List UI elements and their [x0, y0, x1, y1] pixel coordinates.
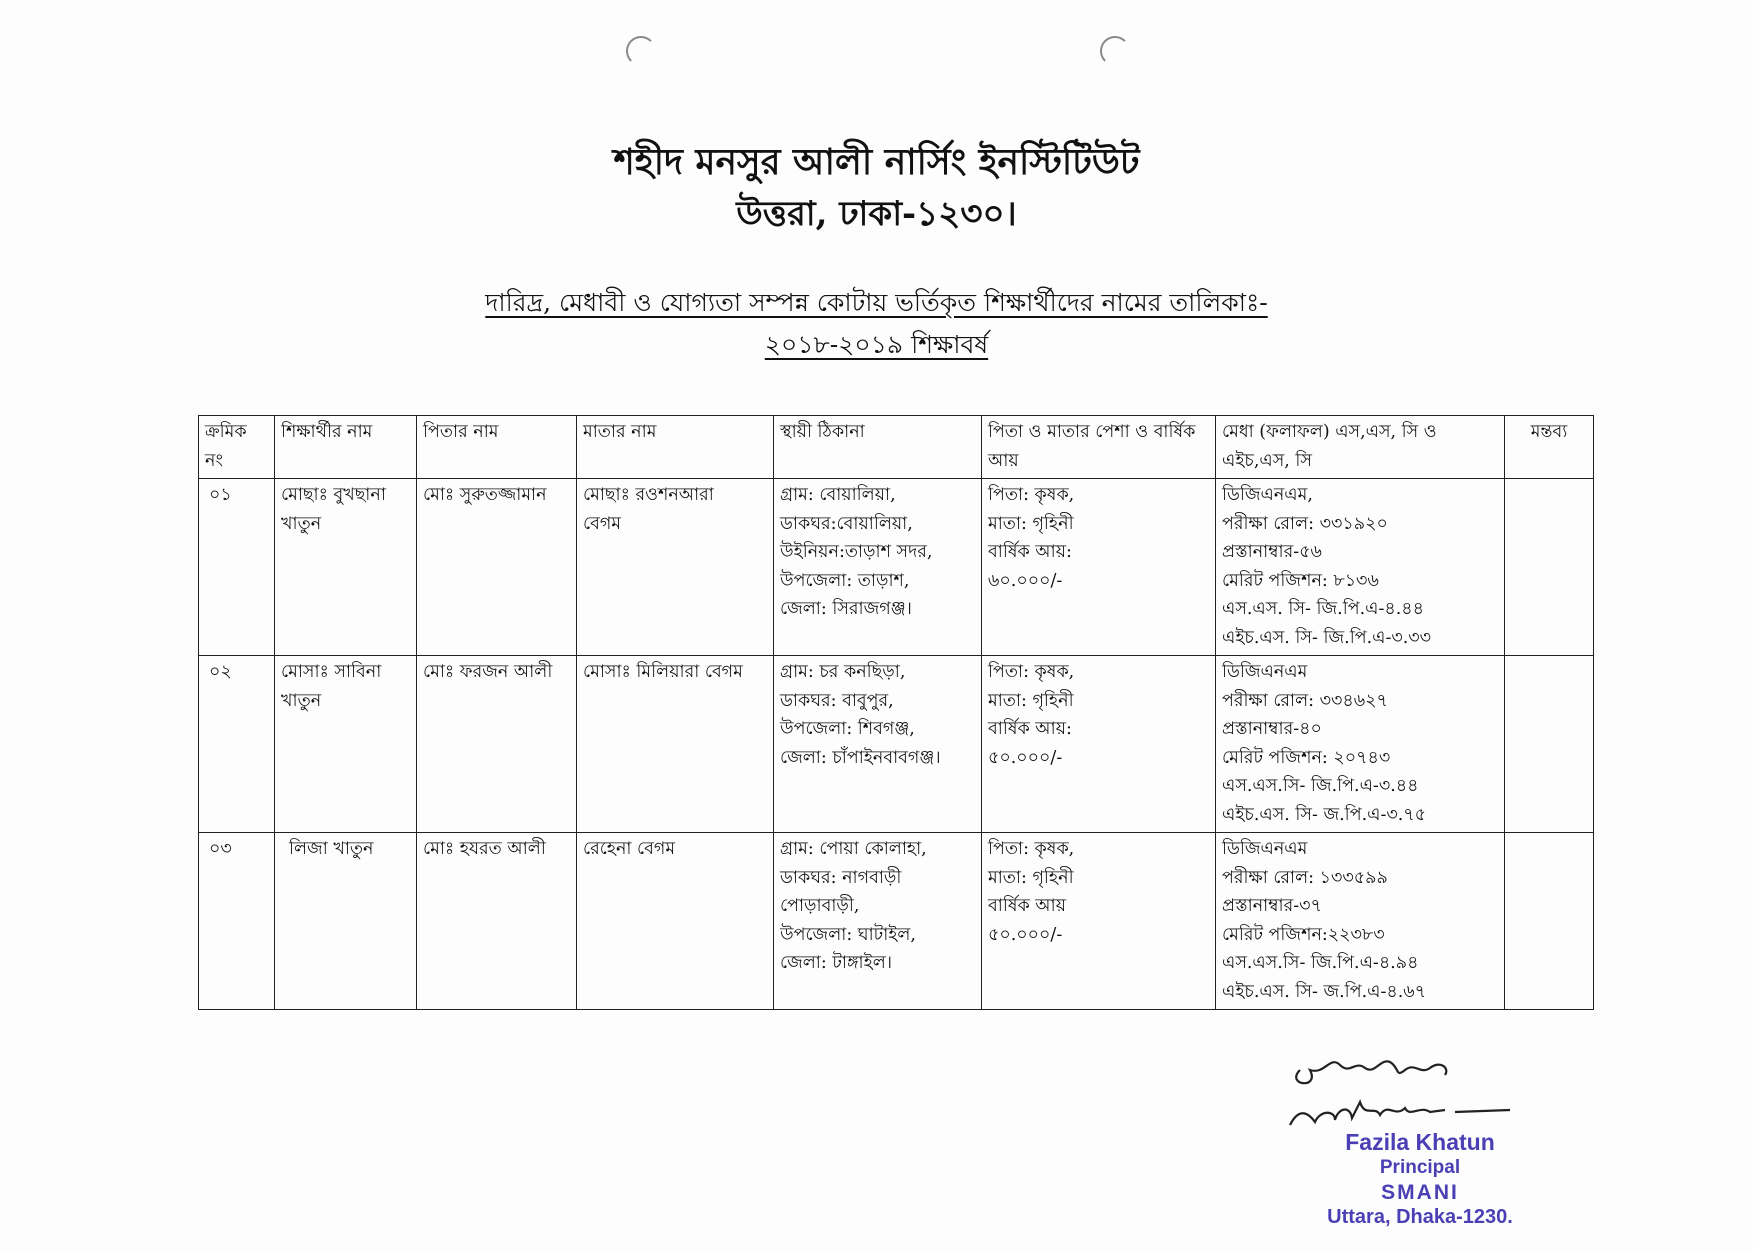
student-line: মোছাঃ বুখছানা — [281, 485, 386, 505]
cell-serial: ০১ — [199, 479, 275, 656]
mother-line: রেহেনা বেগম — [583, 839, 676, 859]
father-line: মোঃ হযরত আলী — [423, 839, 546, 859]
cell-address — [774, 833, 982, 1010]
address-line: উপজেলা: শিবগঞ্জ, — [780, 719, 915, 739]
mother-line: মোসাঃ মিলিয়ারা বেগম — [583, 662, 743, 682]
cell-remarks — [1505, 479, 1594, 656]
father-line: মোঃ সুরুতজ্জামান — [423, 485, 547, 505]
occupation-line: পিতা: কৃষক, — [988, 662, 1075, 682]
occupation-line: মাতা: গৃহিনী — [988, 690, 1074, 711]
student-line: লিজা খাতুন — [289, 839, 374, 859]
merit-line: প্রস্তানাম্বার-৩৭ — [1222, 896, 1322, 916]
cell-remarks — [1505, 833, 1594, 1010]
institute-name: শহীদ মনসুর আলী নার্সিং ইনস্টিটিউট — [613, 141, 1140, 183]
cell-student — [275, 833, 417, 1010]
merit-line: এস.এস. সি- জি.পি.এ-৪.৪৪ — [1222, 599, 1425, 619]
list-title: দারিদ্র, মেধাবী ও যোগ্যতা সম্পন্ন কোটায় ভর্তিকৃত শিক্ষার্থীদের নামের তালিকাঃ- — [485, 288, 1268, 317]
merit-line: ডিজিএনএম, — [1222, 485, 1313, 505]
merit-line: পরীক্ষা রোল: ১৩৩৫৯৯ — [1222, 867, 1388, 888]
student-line: মোসাঃ সাবিনা — [281, 662, 382, 682]
cell-merit — [1216, 656, 1505, 833]
student-line: খাতুন — [281, 690, 322, 711]
address-line: উপজেলা: ঘাটাইল, — [780, 924, 916, 945]
cell-merit — [1216, 479, 1505, 656]
occupation-line: ৬০.০০০/- — [988, 570, 1063, 591]
stamp-org: SMANI — [1381, 1181, 1459, 1204]
col-header-serial: ক্রমিক নং — [199, 416, 275, 479]
institute-address: উত্তরা, ঢাকা-১২৩০। — [736, 194, 1017, 234]
address-line: উপজেলা: তাড়াশ, — [780, 570, 910, 591]
merit-line: মেরিট পজিশন:২২৩৮৩ — [1222, 924, 1385, 945]
table-row — [199, 479, 1594, 656]
merit-line: এস.এস.সি- জি.পি.এ-৪.৯৪ — [1222, 953, 1419, 973]
cell-address — [774, 656, 982, 833]
merit-line: এস.এস.সি- জি.পি.এ-৩.৪৪ — [1222, 776, 1419, 796]
merit-line: মেরিট পজিশন: ২০৭৪৩ — [1222, 747, 1391, 768]
cell-father — [417, 833, 577, 1010]
col-header-student: শিক্ষার্থীর নাম — [275, 416, 417, 479]
student-list-table — [198, 415, 1594, 1010]
official-stamp — [1300, 1130, 1540, 1230]
address-line: গ্রাম: বোয়ালিয়া, — [780, 485, 896, 505]
col-header-merit: মেধা (ফলাফল) এস,এস, সি ও এইচ,এস, সি — [1216, 416, 1505, 479]
cell-father — [417, 656, 577, 833]
session-year: ২০১৮-২০১৯ শিক্ষাবর্ষ — [764, 330, 989, 359]
merit-line: পরীক্ষা রোল: ৩৩৪৬২৭ — [1222, 690, 1388, 711]
cell-address — [774, 479, 982, 656]
merit-line: পরীক্ষা রোল: ৩৩১৯২০ — [1222, 513, 1388, 534]
occupation-line: ৫০.০০০/- — [988, 747, 1063, 768]
mother-line: মোছাঃ রওশনআরা — [583, 485, 714, 505]
col-header-remarks: মন্তব্য — [1505, 416, 1594, 479]
table-row — [199, 833, 1594, 1010]
father-line: মোঃ ফরজন আলী — [423, 662, 553, 682]
table-body — [199, 479, 1594, 1010]
occupation-line: বার্ষিক আয়: — [988, 719, 1072, 739]
occupation-line: বার্ষিক আয়: — [988, 542, 1072, 562]
address-line: পোড়াবাড়ী, — [780, 896, 860, 916]
address-line: গ্রাম: পোয়া কোলাহা, — [780, 839, 927, 859]
merit-line: এইচ.এস. সি- জি.পি.এ-৩.৩৩ — [1222, 627, 1432, 648]
stamp-title: Principal — [1379, 1157, 1461, 1178]
merit-line: প্রস্তানাম্বার-৫৬ — [1222, 542, 1322, 562]
punch-hole-left — [626, 36, 656, 66]
occupation-line: পিতা: কৃষক, — [988, 839, 1075, 859]
address-line: ডাকঘর: নাগবাড়ী — [780, 867, 902, 888]
cell-merit — [1216, 833, 1505, 1010]
address-line: জেলা: টাঙ্গাইল। — [780, 953, 893, 973]
merit-line: এইচ.এস. সি- জ.পি.এ-৪.৬৭ — [1222, 981, 1427, 1002]
col-header-occupation: পিতা ও মাতার পেশা ও বার্ষিক আয় — [982, 416, 1216, 479]
cell-occupation — [982, 833, 1216, 1010]
occupation-line: ৫০.০০০/- — [988, 924, 1063, 945]
occupation-line: মাতা: গৃহিনী — [988, 513, 1074, 534]
col-header-mother: মাতার নাম — [577, 416, 774, 479]
cell-student — [275, 479, 417, 656]
merit-line: এইচ.এস. সি- জ.পি.এ-৩.৭৫ — [1222, 804, 1427, 825]
cell-mother — [577, 833, 774, 1010]
cell-remarks — [1505, 656, 1594, 833]
mother-line: বেগম — [583, 513, 622, 534]
merit-line: মেরিট পজিশন: ৮১৩৬ — [1222, 570, 1379, 591]
merit-line: প্রস্তানাম্বার-৪০ — [1222, 719, 1322, 739]
address-line: উইনিয়ন:তাড়াশ সদর, — [780, 542, 933, 562]
merit-line: ডিজিএনএম — [1222, 662, 1308, 682]
col-header-father: পিতার নাম — [417, 416, 577, 479]
address-line: জেলা: সিরাজগঞ্জ। — [780, 599, 912, 619]
student-line: খাতুন — [281, 513, 322, 534]
occupation-line: বার্ষিক আয় — [988, 896, 1066, 916]
address-line: গ্রাম: চর কনছিড়া, — [780, 662, 906, 682]
cell-student — [275, 656, 417, 833]
cell-mother — [577, 479, 774, 656]
cell-occupation — [982, 479, 1216, 656]
col-header-address: স্থায়ী ঠিকানা — [774, 416, 982, 479]
occupation-line: মাতা: গৃহিনী — [988, 867, 1074, 888]
stamp-address: Uttara, Dhaka-1230. — [1327, 1206, 1513, 1228]
merit-line: ডিজিএনএম — [1222, 839, 1308, 859]
cell-mother — [577, 656, 774, 833]
address-line: জেলা: চাঁপাইনবাবগঞ্জ। — [780, 747, 941, 768]
address-line: ডাকঘর: বাবুপুর, — [780, 690, 894, 711]
stamp-name: Fazila Khatun — [1345, 1129, 1495, 1155]
occupation-line: পিতা: কৃষক, — [988, 485, 1075, 505]
cell-serial: ০৩ — [199, 833, 275, 1010]
cell-occupation — [982, 656, 1216, 833]
punch-hole-right — [1100, 36, 1130, 66]
cell-serial: ০২ — [199, 656, 275, 833]
address-line: ডাকঘর:বোয়ালিয়া, — [780, 513, 913, 534]
table-row — [199, 656, 1594, 833]
table-header-row — [199, 416, 1594, 479]
cell-father — [417, 479, 577, 656]
